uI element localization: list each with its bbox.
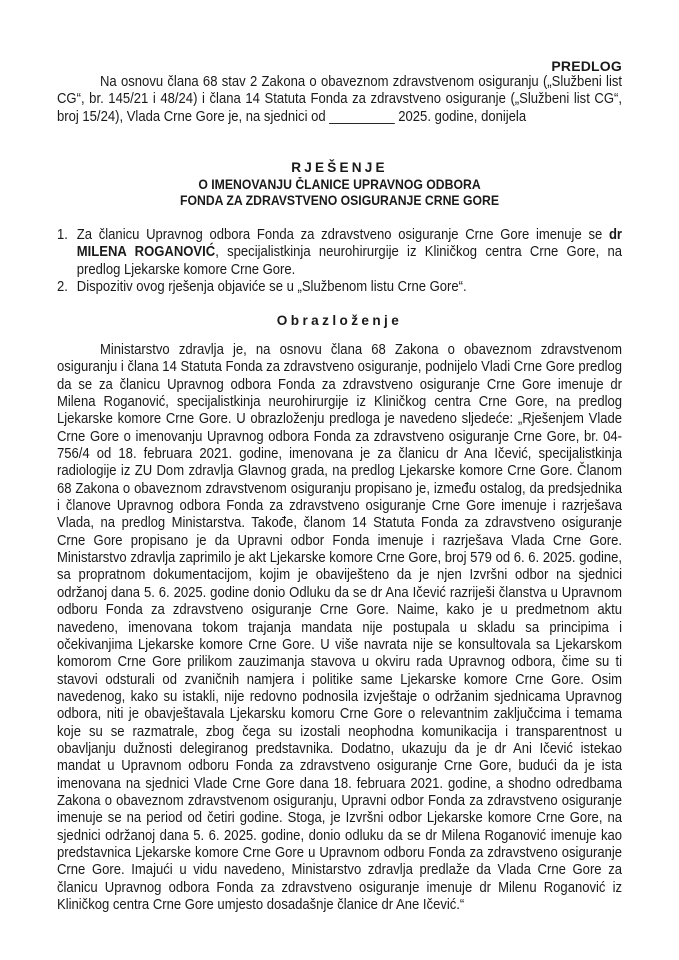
- intro-paragraph: Na osnovu člana 68 stav 2 Zakona o obaveznom zdravstvenom osiguranju („Službeni list CG“, br. 145/21 i 48/24) i člana 14 Statuta Fonda za zdravstveno osiguranje („Službeni list CG“, broj 15/24), Vlada Crne Gore je, na sjednici od _________ 2025. godine, donijela: [57, 73, 623, 125]
- legal-basis-intro: [57, 73, 622, 125]
- reasoning-section: [57, 341, 622, 913]
- decision-title: [57, 160, 622, 210]
- decision-title-line-1: O IMENOVANJU ČLANICE UPRAVNOG ODBORA: [198, 176, 481, 192]
- reasoning-heading: Obrazloženje: [276, 313, 403, 328]
- decision-items-list: [57, 226, 622, 295]
- decision-title-line-2: FONDA ZA ZDRAVSTVENO OSIGURANJE CRNE GORE: [179, 193, 500, 208]
- decision-item: [57, 278, 622, 295]
- decision-item: [57, 226, 622, 278]
- decision-title-main: RJEŠENJE: [291, 160, 388, 175]
- decision-item-text: [77, 278, 622, 295]
- decision-item-number: 2.: [57, 278, 68, 296]
- decision-item-text: [77, 226, 622, 278]
- document-status-marker: PREDLOG: [551, 58, 622, 74]
- decision-item-number: 1.: [57, 226, 68, 243]
- decision-item-text-end: , specijalistkinja neurohirurgije iz Kliničkog centra Crne Gore, na predlog Ljekarske komore Crne Gore.: [76, 243, 623, 278]
- reasoning-paragraph: Ministarstvo zdravlja je, na osnovu člana 68 Zakona o obaveznom zdravstvenom osiguranju i člana 14 Statuta Fonda za zdravstveno osiguranje, podnijelo Vladi Crne Gore predlog da se za članicu Upravnog odbora Fonda za zdravstveno osiguranje Crne Gore imenuje dr Milena Roganović, specijalistkinja neurohirurgije iz Kliničkog centra Crne Gore, na predlog Ljekarske komore Crne Gore. U obrazloženju predloga je navedeno sljedeće: „Rješenjem Vlade Crne Gore o imenovanju Upravnog odbora Fonda za zdravstveno osiguranje Crne Gore, br. 04-756/4 od 18. februara 2021. godine, imenovana je za članicu dr Ana Ičević, specijalistkinja radiologije iz ZU Dom zdravlja Glavnog grada, na predlog Ljekarske komore Crne Gore. Članom 68 Zakona o obaveznom zdravstvenom osiguranju propisano je, između ostalog, da predsjednika i članove Upravnog odbora Fonda za zdravstveno osiguranje Crne Gore imenuje i razrješava Vlada, na predlog Ministarstva. Takođe, članom 14 Statuta Fonda za zdravstveno osiguranje Crne Gore propisano je da Upravni odbor Fonda imenuje i razrješava Vlada Crne Gore. Ministarstvo zdravlja zaprimilo je akt Ljekarske komore Crne Gore, broj 579 od 6. 6. 2025. godine, sa propratnom dokumentacijom, kojim je obaviješteno da je njen Izvršni odbor na sjednici održanoj dana 5. 6. 2025. godine donio Odluku da se dr Ana Ičević razriješi članstva u Upravnom odboru Fonda za zdravstveno osiguranje Crne Gore. Naime, kako je u predmetnom aktu navedeno, imenovana tokom trajanja mandata nije postupala u skladu sa principima i očekivanjima Ljekarske komore Crne Gore. U više navrata nije se konsultovala sa Ljekarskom komorom Crne Gore prilikom zauzimanja stavova u okviru rada Upravnog odbora, čime su ti stavovi odsturali od zvaničnih namjera i politike same Ljekarske komore Crne Gore. Osim navedenog, kako su istakli, nije redovno podnosila izvještaje o održanim sjednicama Upravnog odbora, niti je obavještavala Ljekarsku komoru Crne Gore o relevantnim zaključcima i temama koje su se razmatrale, zbog čega su izostali neophodna komunikacija i transparentnost u obavljanju dužnosti delegiranog predstavnika. Dodatno, ukazuju da je dr Ani Ičević istekao mandat u Upravnom odboru Fonda za zdravstveno osiguranje Crne Gore, budući da je ista imenovana na sjednici Vlade Crne Gore dana 18. februara 2021. godine, a shodno odredbama Zakona o obaveznom zdravstvenom osiguranju, Upravni odbor Fonda za zdravstveno osiguranje imenuje se na period od četiri godine. Stoga, je Izvršni odbor Ljekarske komore Crne Gore, na sjednici održanoj dana 5. 6. 2025. godine, donio odluku da se dr Milena Roganović imenuje kao predstavnica Ljekarske komore Crne Gore u Upravnom odboru Fonda za zdravstveno osiguranje Crne Gore. Imajući u vidu navedeno, Ministarstvo zdravlja predlaže da Vlada Crne Gore za članicu Upravnog odbora Fonda za zdravstveno osiguranje imenuje dr Milenu Roganović iz Kliničkog centra Crne Gore umjesto dosadašnje članice dr Ane Ičević.“: [57, 341, 623, 913]
- appointee-name: dr MILENA ROGANOVIĆ: [76, 226, 623, 261]
- decision-item-text-start: Dispozitiv ovog rješenja objaviće se u „Službenom listu Crne Gore“.: [76, 278, 467, 296]
- decision-item-text-start: Za članicu Upravnog odbora Fonda za zdravstveno osiguranje Crne Gore imenuje se: [76, 226, 609, 243]
